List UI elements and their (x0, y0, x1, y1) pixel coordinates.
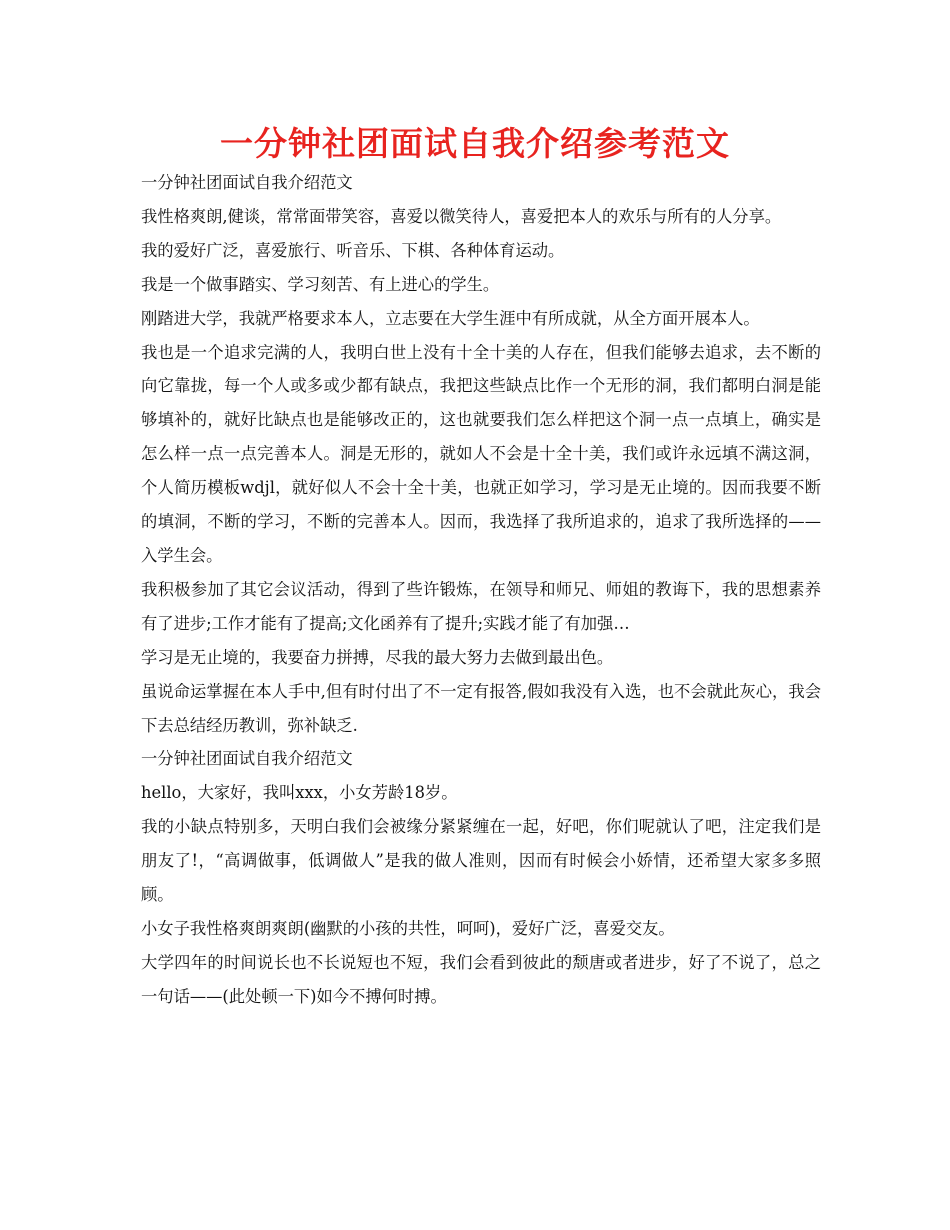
paragraph-student: 我是一个做事踏实、学习刻苦、有上进心的学生。 (141, 274, 500, 294)
paragraph-perfection: 我也是一个追求完满的人，我明白世上没有十全十美的人存在，但我们能够去追求，去不断的向它靠拢，每一个人或多或少都有缺点，我把这些缺点比作一个无形的洞，我们都明白洞是能够填补的，就好比缺点也是能够改正的，这也就要我们怎么样把这个洞一点一点填上，确实是怎么样一点一点完善本人。洞是无形的，就如人不会是十全十美，我们或许永远填不满这洞，个人简历模板wdjl，就好似人不会十全十美，也就正如学习，学习是无止境的。因而我要不断的填洞，不断的学习，不断的完善本人。因而，我选择了我所追求的，追求了我所选择的——入学生会。 (141, 342, 821, 565)
paragraph-personality: 我性格爽朗,健谈，常常面带笑容，喜爱以微笑待人，喜爱把本人的欢乐与所有的人分享。 (141, 206, 782, 226)
paragraph-closing: 大学四年的时间说长也不长说短也不短，我们会看到彼此的颓唐或者进步，好了不说了，总之一句话——(此处顿一下)如今不搏何时搏。 (141, 952, 821, 1006)
paragraph-character: 小女子我性格爽朗爽朗(幽默的小孩的共性，呵呵)，爱好广泛，喜爱交友。 (141, 918, 675, 938)
paragraph-learning: 学习是无止境的，我要奋力拼搏，尽我的最大努力去做到最出色。 (141, 647, 614, 667)
paragraph-subtitle-1: 一分钟社团面试自我介绍范文 (141, 173, 353, 192)
paragraph-subtitle-2: 一分钟社团面试自我介绍范文 (141, 749, 353, 769)
paragraph-hobbies: 我的爱好广泛，喜爱旅行、听音乐、下棋、各种体育运动。 (141, 240, 565, 260)
paragraph-activities: 我积极参加了其它会议活动，得到了些许锻炼，在领导和师兄、师姐的教诲下，我的思想素养有了进步;工作才能有了提高;文化函养有了提升;实践才能了有加强… (141, 579, 821, 633)
document-body (141, 166, 821, 1014)
paragraph-fate: 虽说命运掌握在本人手中,但有时付出了不一定有报答,假如我没有入选，也不会就此灰心，我会下去总结经历教训，弥补缺乏. (141, 681, 821, 735)
paragraph-university: 刚踏进大学，我就严格要求本人，立志要在大学生涯中有所成就，从全方面开展本人。 (141, 308, 760, 328)
paragraph-shortcomings: 我的小缺点特别多，天明白我们会被缘分紧紧缠在一起，好吧，你们呢就认了吧，注定我们是朋友了!，“高调做事，低调做人”是我的做人准则，因而有时候会小娇情，还希望大家多多照顾。 (141, 817, 821, 905)
document-title: 一分钟社团面试自我介绍参考范文 (220, 124, 730, 163)
paragraph-greeting: hello，大家好，我叫xxx，小女芳龄18岁。 (141, 783, 458, 803)
